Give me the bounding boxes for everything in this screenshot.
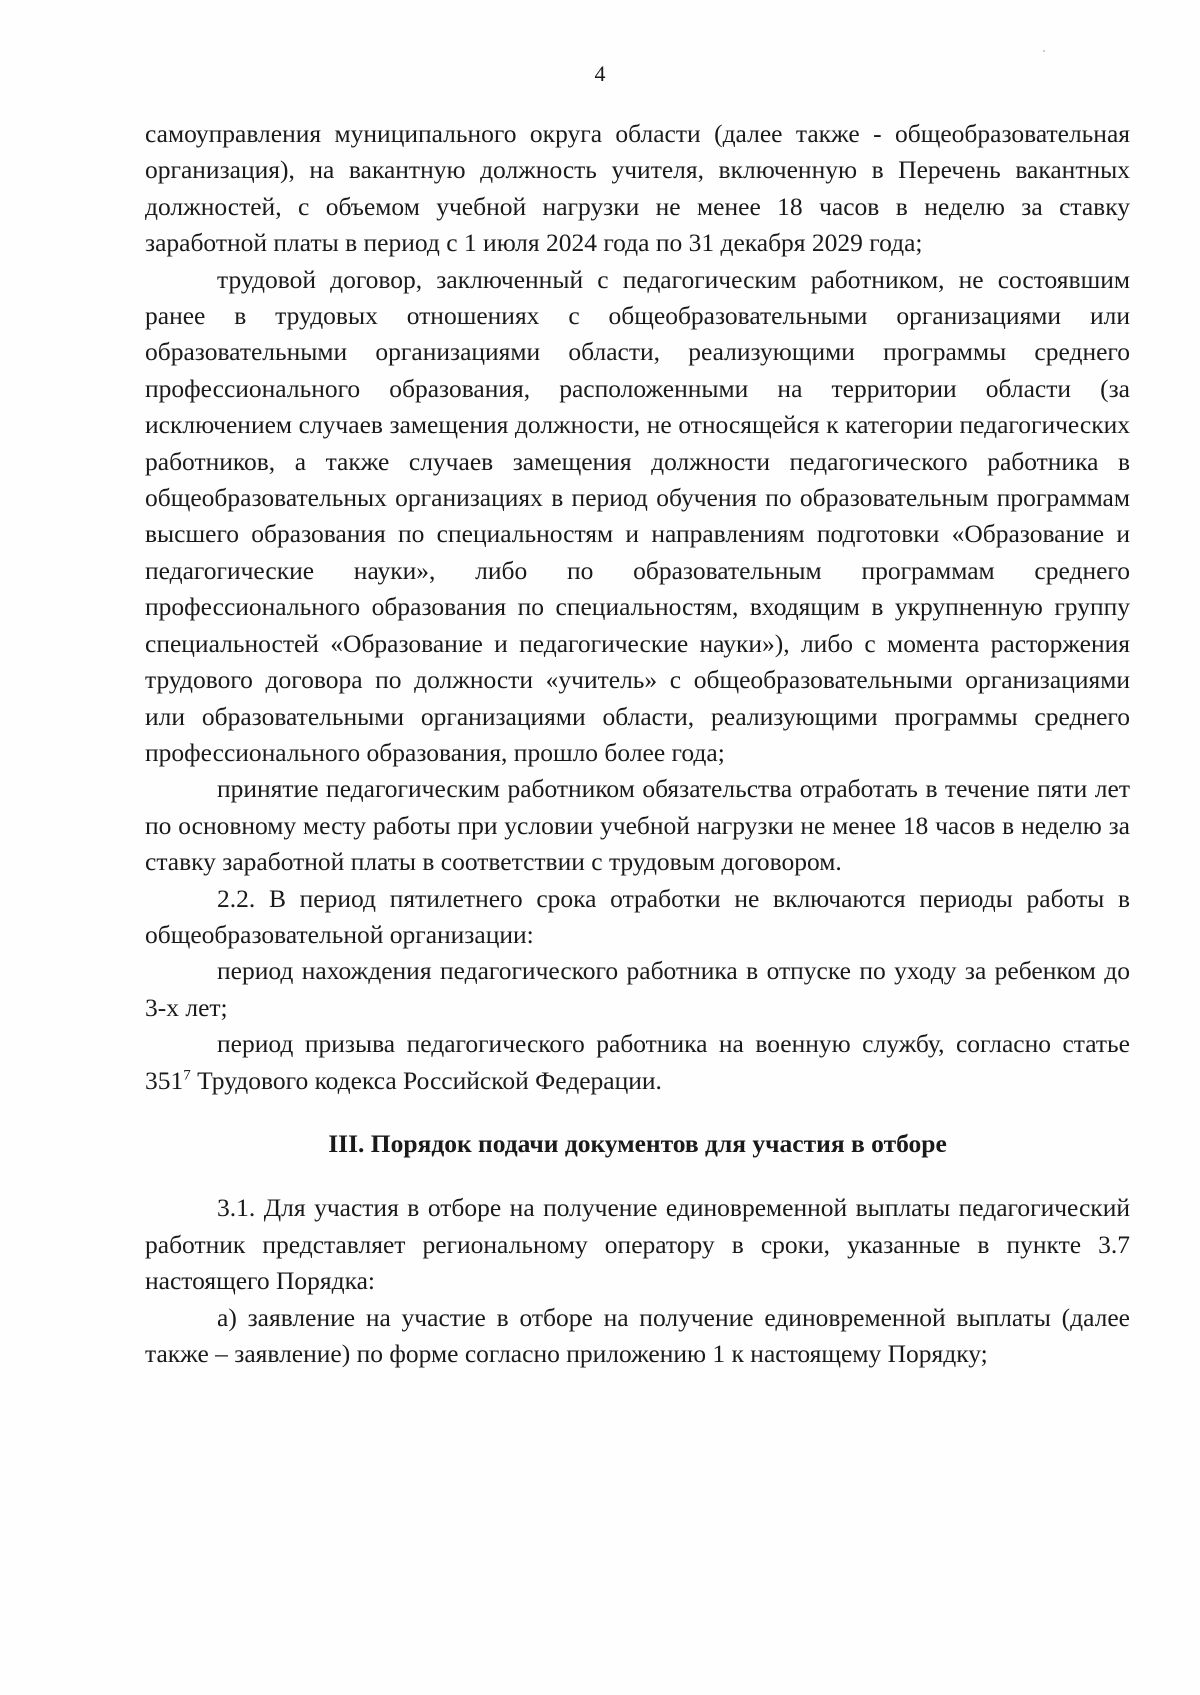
scan-speck: [1043, 50, 1045, 52]
military-text-end: Трудового кодекса Российской Федерации.: [190, 1065, 662, 1095]
paragraph-3-1-a: а) заявление на участие в отборе на получение единовременной выплаты (далее также – заявление) по форме согласно приложению 1 к настоящему Порядку;: [145, 1302, 1130, 1368]
paragraph-labor-contract: трудовой договор, заключенный с педагогическим работником, не состоявшим ранее в трудовых отношениях с общеобразовательными организациями или образовательными организациями области, реализующими программы среднего профессионального образования, расположенными на территории области (за исключением случаев замещения должности, не относящейся к категории педагогических работников, а также случаев замещения должности педагогического работника в общеобразовательных организациях в период обучения по образовательным программам высшего образования по специальностям и направлениям подготовки «Образование и педагогические науки», либо по образовательным программам среднего профессионального образования по специальностям, входящим в укрупненную группу специальностей «Образование и педагогические науки»), либо с момента расторжения трудового договора по должности «учитель» с общеобразовательными организациями или образовательными организациями области, реализующими программы среднего профессионального образования, прошло более года;: [145, 264, 1130, 767]
military-text: период призыва педагогического работника на военную службу, согласно статье 351: [145, 1029, 1130, 1095]
paragraph-3-1: 3.1. Для участия в отборе на получение единовременной выплаты педагогический работник представляет региональному оператору в сроки, указанные в пункте 3.7 настоящего Порядка:: [145, 1193, 1130, 1296]
paragraph-continuation: самоуправления муниципального округа области (далее также - общеобразовательная организация), на вакантную должность учителя, включенную в Перечень вакантных должностей, с объемом учебной нагрузки не менее 18 часов в неделю за ставку заработной платы в период с 1 июля 2024 года по 31 декабря 2029 года;: [145, 119, 1130, 258]
paragraph-2-2: 2.2. В период пятилетнего срока отработки не включаются периоды работы в общеобразовательной организации:: [145, 883, 1130, 949]
paragraph-military-service: [145, 1026, 1130, 1099]
page-number: 4: [594, 61, 606, 86]
paragraph-parental-leave: период нахождения педагогического работника в отпуске по уходу за ребенком до 3-х лет;: [145, 956, 1130, 1022]
section-heading: III. Порядок подачи документов для участия в отборе: [328, 1128, 947, 1158]
article-superscript: 7: [183, 1067, 191, 1084]
document-body: [145, 116, 1130, 1372]
paragraph-obligation: принятие педагогическим работником обязательства отработать в течение пяти лет по основному месту работы при условии учебной нагрузки не менее 18 часов в неделю за ставку заработной платы в соответствии с трудовым договором.: [145, 774, 1130, 877]
